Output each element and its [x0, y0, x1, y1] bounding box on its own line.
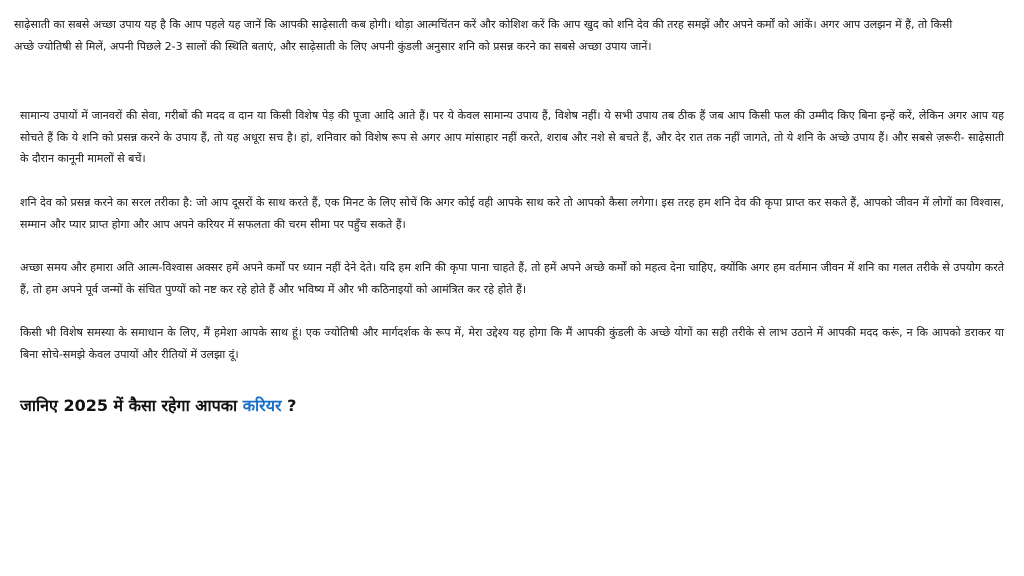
- paragraph-guidance: किसी भी विशेष समस्या के समाधान के लिए, मैं हमेशा आपके साथ हूं। एक ज्योतिषी और मार्गदर्शक के रूप में, मेरा उद्देश्य यह होगा कि मैं आपकी कुंडली के अच्छे योगों का सही तरीके से लाभ उठाने में आपकी मदद करूं, न कि आपको डराकर या बिना सोचे-समझे केवल उपायों और रीतियों में उलझा दूं।: [20, 326, 1004, 361]
- career-heading-prefix: जानिए 2025 में कैसा रहेगा आपका: [20, 396, 243, 415]
- paragraph-general-remedies: सामान्य उपायों में जानवरों की सेवा, गरीबों की मदद व दान या किसी विशेष पेड़ की पूजा आदि आते हैं। पर ये केवल सामान्य उपाय हैं, विशेष नहीं। ये सभी उपाय तब ठीक हैं जब आप किसी फल की उम्मीद किए बिना इन्हें करें, लेकिन अगर आप यह सोचते हैं कि ये शनि को प्रसन्न करने के उपाय हैं, तो यह अधूरा सच है। हां, शनिवार को विशेष रूप से अगर आप मांसाहार नहीं करते, शराब और नशे से बचते हैं, और देर रात तक नहीं जागते, तो ये शनि के अच्छे उपाय हैं। और सबसे ज़रूरी- साढ़ेसाती के दौरान कानूनी मामलों से बचें।: [20, 109, 1004, 165]
- intro-paragraph: साढ़ेसाती का सबसे अच्छा उपाय यह है कि आप पहले यह जानें कि आपकी साढ़ेसाती कब होगी। थोड़ा आत्मचिंतन करें और कोशिश करें कि आप खुद को शनि देव की तरह समझें और अपने कर्मों को आंकें। अगर आप उलझन में हैं, तो किसी अच्छे ज्योतिषी से मिलें, अपनी पिछले 2-3 सालों की स्थिति बताएं, और साढ़ेसाती के लिए अपनी कुंडली अनुसार शनि को प्रसन्न करने का सबसे अच्छा उपाय जानें।: [14, 18, 953, 53]
- paragraph-good-karma: अच्छा समय और हमारा अति आत्म-विश्वास अक्सर हमें अपने कर्मों पर ध्यान नहीं देने देते। यदि हम शनि की कृपा पाना चाहते हैं, तो हमें अपने अच्छे कर्मों को महत्व देना चाहिए, क्योंकि अगर हम वर्तमान जीवन में शनि का गलत तरीके से उपयोग करते हैं, तो हम अपने पूर्व जन्मों के संचित पुण्यों को नष्ट कर रहे होते हैं और भविष्य में और भी कठिनाइयों को आमंत्रित कर रहे होते हैं।: [20, 261, 1004, 296]
- paragraph-simple-way: शनि देव को प्रसन्न करने का सरल तरीका है: जो आप दूसरों के साथ करते हैं, एक मिनट के लिए सोचें कि अगर कोई वही आपके साथ करे तो आपको कैसा लगेगा। इस तरह हम शनि देव की कृपा प्राप्त कर सकते हैं, आपको जीवन में लोगों का विश्वास, सम्मान और प्यार प्राप्त होगा और आप अपने करियर में सफलता की चरम सीमा पर पहुँच सकते हैं।: [20, 196, 1004, 231]
- career-heading-suffix: ?: [281, 396, 297, 415]
- career-link[interactable]: करियर: [242, 396, 282, 415]
- career-heading: [20, 392, 296, 420]
